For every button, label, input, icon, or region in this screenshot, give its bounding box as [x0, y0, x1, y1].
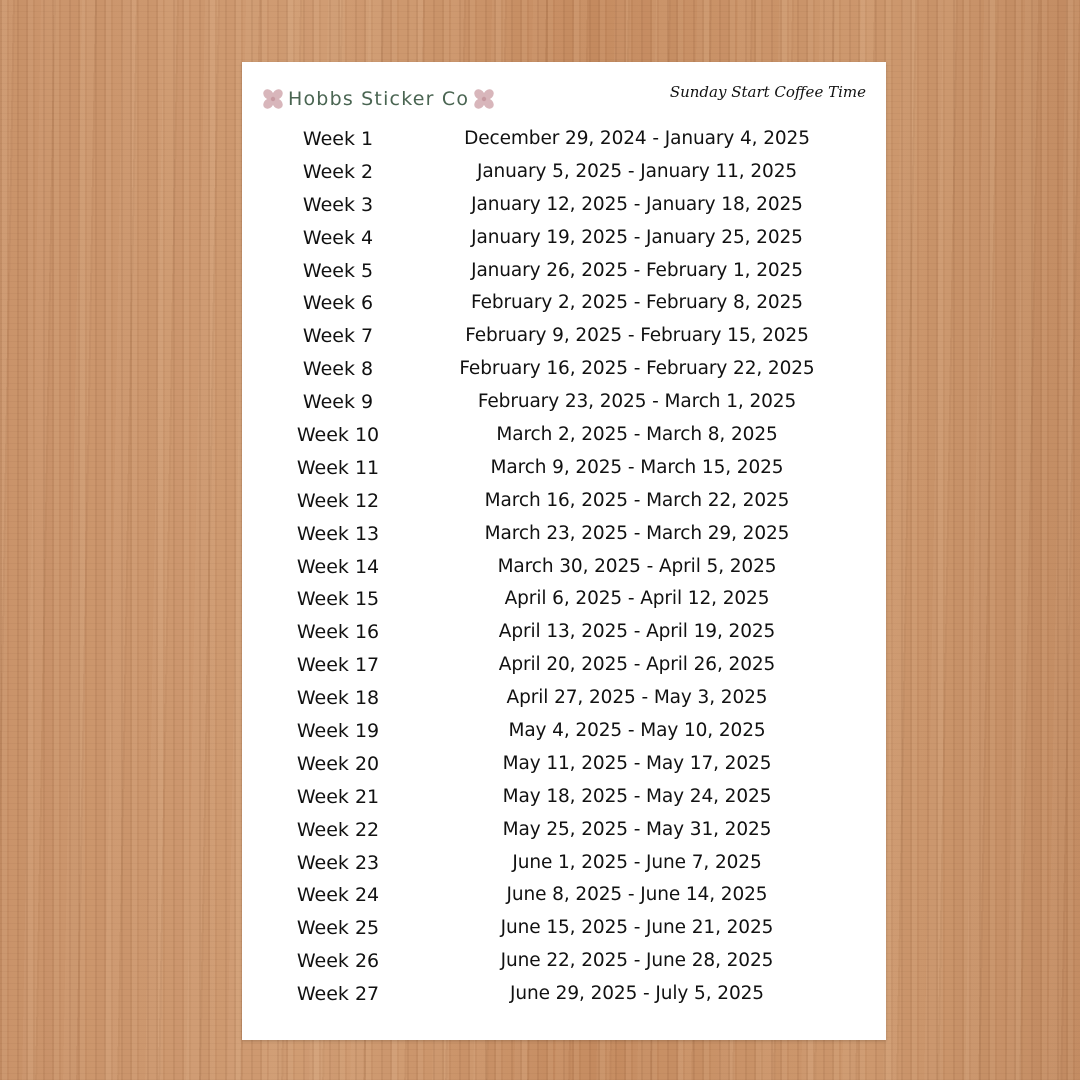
week-row [242, 452, 886, 485]
week-row [242, 320, 886, 353]
week-row [242, 156, 886, 189]
week-label: Week 13 [296, 522, 380, 545]
week-label: Week 11 [296, 456, 380, 479]
week-label: Week 6 [302, 292, 374, 315]
week-row [242, 781, 886, 814]
week-date-range: February 2, 2025 - February 8, 2025 [471, 292, 803, 314]
week-date-range: March 9, 2025 - March 15, 2025 [490, 456, 784, 478]
week-row [242, 287, 886, 320]
week-label: Week 21 [296, 785, 380, 808]
week-row [242, 353, 886, 386]
week-label: Week 27 [296, 983, 380, 1006]
week-date-range: March 16, 2025 - March 22, 2025 [484, 489, 790, 511]
week-row [242, 978, 886, 1011]
week-date-range: June 22, 2025 - June 28, 2025 [500, 950, 774, 972]
week-row [242, 583, 886, 616]
week-row [242, 189, 886, 222]
week-date-range: April 20, 2025 - April 26, 2025 [498, 654, 776, 676]
week-label: Week 25 [296, 917, 380, 940]
week-date-range: January 5, 2025 - January 11, 2025 [476, 160, 798, 182]
week-label: Week 10 [296, 424, 380, 447]
week-row [242, 649, 886, 682]
week-row [242, 912, 886, 945]
week-label: Week 23 [296, 851, 380, 874]
week-row [242, 518, 886, 551]
week-row [242, 879, 886, 912]
week-date-range: February 9, 2025 - February 15, 2025 [465, 325, 809, 347]
sheet-subtitle: Sunday Start Coffee Time [669, 83, 866, 101]
week-label: Week 14 [296, 555, 380, 578]
week-label: Week 12 [296, 489, 380, 512]
week-date-range: June 15, 2025 - June 21, 2025 [500, 917, 774, 939]
week-date-range: January 19, 2025 - January 25, 2025 [471, 226, 803, 248]
week-date-range: March 2, 2025 - March 8, 2025 [496, 424, 778, 446]
week-row [242, 222, 886, 255]
week-date-range: February 23, 2025 - March 1, 2025 [477, 391, 797, 413]
week-row [242, 485, 886, 518]
week-row [242, 814, 886, 847]
week-label: Week 16 [296, 621, 380, 644]
week-date-range: April 13, 2025 - April 19, 2025 [498, 621, 776, 643]
week-date-range: May 18, 2025 - May 24, 2025 [502, 785, 772, 807]
week-label: Week 19 [296, 720, 380, 743]
week-label: Week 1 [302, 128, 374, 150]
week-row [242, 748, 886, 781]
week-date-range: June 1, 2025 - June 7, 2025 [512, 851, 762, 873]
brand-logo [260, 84, 497, 114]
week-date-range: March 30, 2025 - April 5, 2025 [497, 555, 777, 577]
week-date-range: May 11, 2025 - May 17, 2025 [502, 752, 772, 774]
week-date-range: May 4, 2025 - May 10, 2025 [508, 720, 766, 742]
week-row [242, 386, 886, 419]
week-date-range: April 6, 2025 - April 12, 2025 [504, 588, 770, 610]
week-label: Week 22 [296, 818, 380, 841]
brand-name: Hobbs Sticker Co [288, 88, 470, 110]
week-label: Week 5 [302, 259, 374, 282]
sticker-sheet [242, 62, 886, 1040]
week-label: Week 26 [296, 950, 380, 973]
week-label: Week 2 [302, 160, 374, 183]
week-date-range: June 8, 2025 - June 14, 2025 [506, 884, 768, 906]
week-list [242, 123, 886, 1011]
week-label: Week 20 [296, 752, 380, 775]
week-row [242, 419, 886, 452]
week-label: Week 7 [302, 325, 374, 348]
week-row [242, 551, 886, 584]
week-label: Week 18 [296, 687, 380, 710]
week-label: Week 4 [302, 226, 374, 249]
week-date-range: June 29, 2025 - July 5, 2025 [510, 983, 764, 1005]
week-date-range: March 23, 2025 - March 29, 2025 [484, 522, 790, 544]
week-label: Week 8 [302, 358, 374, 381]
week-row [242, 945, 886, 978]
week-row [242, 682, 886, 715]
week-label: Week 24 [296, 884, 380, 907]
week-label: Week 17 [296, 654, 380, 677]
week-date-range: January 26, 2025 - February 1, 2025 [471, 259, 803, 281]
week-date-range: April 27, 2025 - May 3, 2025 [506, 687, 768, 709]
week-row [242, 123, 886, 156]
week-date-range: May 25, 2025 - May 31, 2025 [502, 818, 772, 840]
week-date-range: January 12, 2025 - January 18, 2025 [471, 193, 803, 215]
flower-right-icon [471, 86, 497, 112]
week-date-range: December 29, 2024 - January 4, 2025 [464, 128, 810, 149]
week-row [242, 847, 886, 880]
week-date-range: February 16, 2025 - February 22, 2025 [459, 358, 815, 380]
week-label: Week 3 [302, 193, 374, 216]
week-label: Week 9 [302, 391, 374, 414]
week-row [242, 715, 886, 748]
week-row [242, 616, 886, 649]
week-label: Week 15 [296, 588, 380, 611]
flower-left-icon [260, 86, 286, 112]
week-row [242, 255, 886, 288]
